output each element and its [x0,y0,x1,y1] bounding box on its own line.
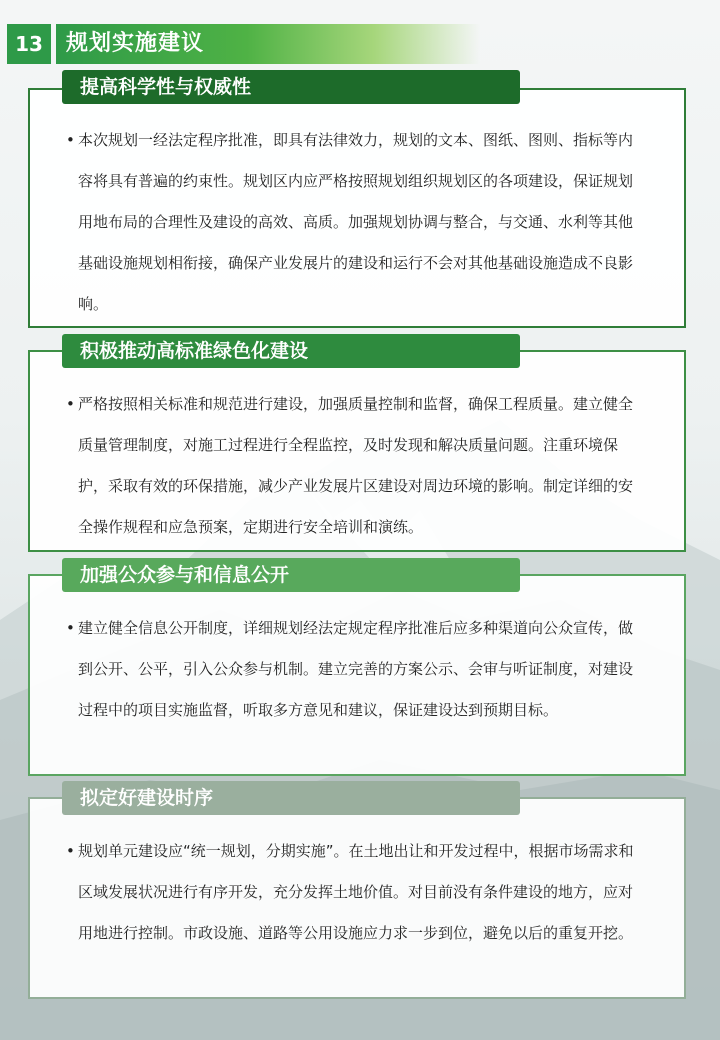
section-heading: 提高科学性与权威性 [62,70,520,104]
section-paragraph: 规划单元建设应“统一规划，分期实施”。在土地出让和开发过程中，根据市场需求和区域发展状况进行有序开发，充分发挥土地价值。对目前没有条件建设的地方，应对用地进行控制。市政设施、道路等公用设施应力求一步到位，避免以后的重复开挖。 [78,842,634,942]
section-public-participation [28,558,686,776]
title-bar [56,24,480,64]
page-title: 规划实施建议 [66,31,205,56]
section-construction-schedule [28,781,686,999]
section-heading: 加强公众参与和信息公开 [62,558,520,592]
section-paragraph: 严格按照相关标准和规范进行建设，加强质量控制和监督，确保工程质量。建立健全质量管理制度，对施工过程进行全程监控，及时发现和解决质量问题。注重环境保护，采取有效的环保措施，减少产业发展片区建设对周边环境的影响。制定详细的安全操作规程和应急预案，定期进行安全培训和演练。 [78,395,634,536]
bullet-dot-icon: • [66,395,75,413]
bullet-dot-icon: • [66,842,75,860]
section-number-badge: 13 [7,24,51,64]
section-heading: 积极推动高标准绿色化建设 [62,334,520,368]
section-heading: 拟定好建设时序 [62,781,520,815]
section-paragraph: 建立健全信息公开制度，详细规划经法定规定程序批准后应多种渠道向公众宣传，做到公开、公平，引入公众参与机制。建立完善的方案公示、会审与听证制度，对建设过程中的项目实施监督，听取多方意见和建议，保证建设达到预期目标。 [78,619,634,719]
bullet-dot-icon: • [66,619,75,637]
section-green-construction [28,334,686,552]
section-authority [28,70,686,328]
section-body [66,831,638,954]
page-header [0,24,720,64]
section-body [66,120,638,325]
section-body [66,608,638,731]
section-paragraph: 本次规划一经法定程序批准，即具有法律效力，规划的文本、图纸、图则、指标等内容将具有普遍的约束性。规划区内应严格按照规划组织规划区的各项建设，保证规划用地布局的合理性及建设的高效、高质。加强规划协调与整合，与交通、水利等其他基础设施规划相衔接，确保产业发展片的建设和运行不会对其他基础设施造成不良影响。 [78,131,634,313]
bullet-dot-icon: • [66,131,75,149]
section-body [66,384,638,548]
